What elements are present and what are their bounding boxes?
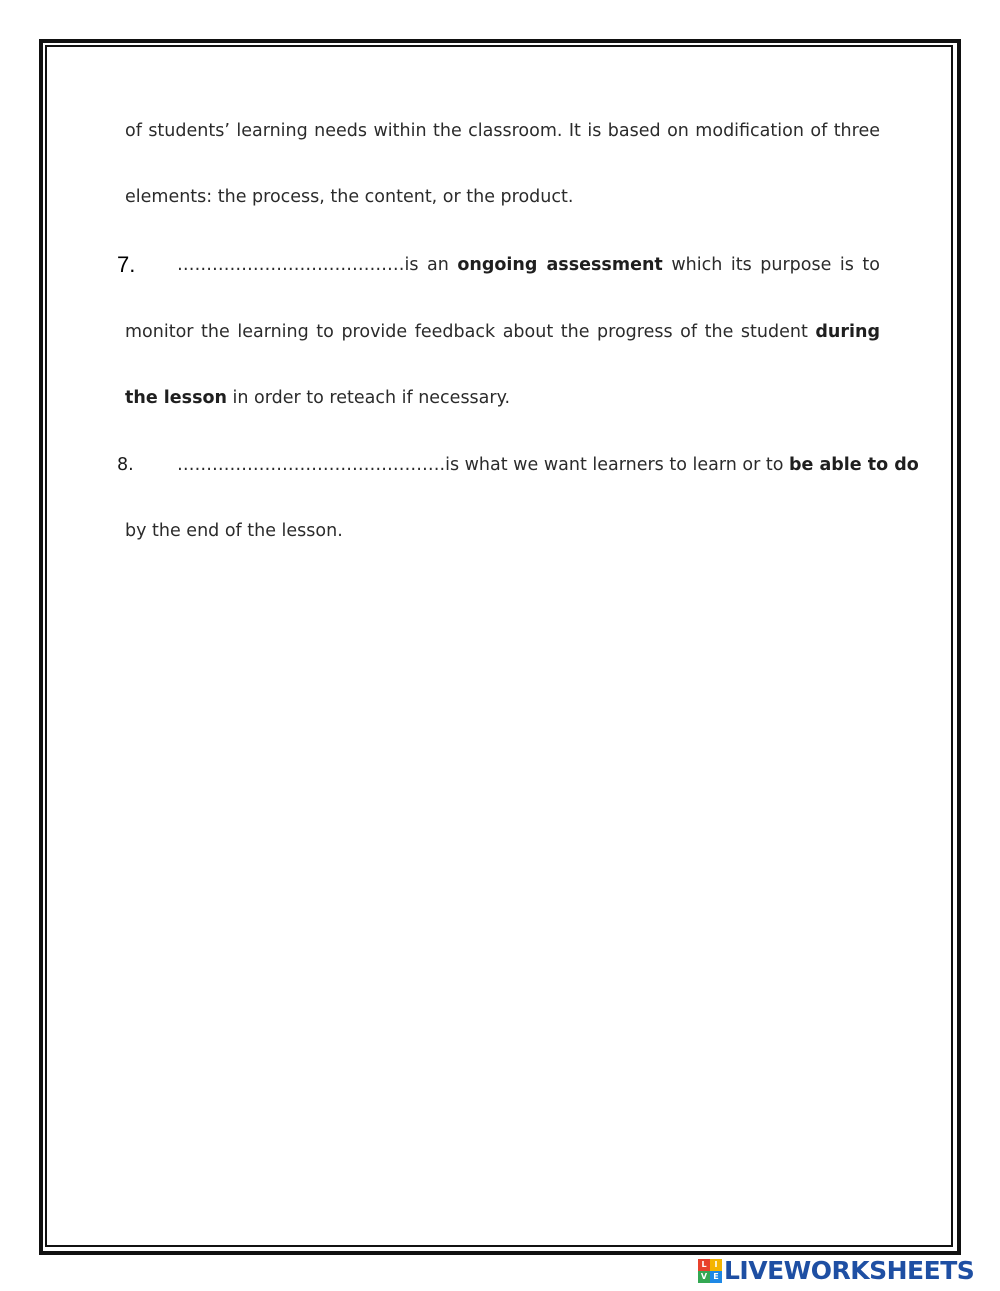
question-8-blank[interactable]: ……………………………………….: [177, 455, 446, 475]
question-7-number: 7.: [117, 252, 136, 277]
logo-cell-l: L: [698, 1259, 710, 1271]
question-7-blank[interactable]: …………………………………: [177, 255, 405, 275]
question-7-line-2-bold: during: [815, 322, 880, 342]
question-8-text-a: is what we want learners to learn or to: [445, 455, 789, 475]
question-7-text-b: which its purpose is to: [662, 255, 880, 275]
question-7-line-2-text: monitor the learning to provide feedback about the progress of the student: [125, 322, 816, 342]
logo-cell-v: V: [698, 1271, 710, 1283]
question-7-line-3-text: in order to reteach if necessary.: [226, 388, 511, 408]
question-7-line-2: [125, 320, 880, 344]
question-8-line-1: [177, 453, 919, 477]
question-8-bold-a: be able to do: [788, 455, 919, 475]
question-7-line-3: [125, 386, 880, 410]
question-7-bold-a: ongoing assessment: [457, 255, 663, 275]
logo-cell-e: E: [710, 1271, 722, 1283]
question-7-line-3-bold: the lesson: [125, 388, 227, 408]
question-7-text-a: is an: [404, 255, 458, 275]
paragraph-line-2: elements: the process, the content, or the product.: [125, 187, 574, 207]
logo-cell-i: I: [710, 1259, 722, 1271]
question-7-line-1: [177, 253, 880, 277]
question-8-number: 8.: [117, 455, 134, 475]
liveworksheets-logo-icon: [698, 1259, 722, 1283]
paragraph-line-1: of students’ learning needs within the classroom. It is based on modification of three: [125, 121, 880, 141]
liveworksheets-wordmark: LIVEWORKSHEETS: [724, 1256, 975, 1285]
page-border-inner: [45, 45, 953, 1247]
liveworksheets-brand[interactable]: [698, 1258, 974, 1284]
question-8-line-2: by the end of the lesson.: [125, 521, 343, 541]
